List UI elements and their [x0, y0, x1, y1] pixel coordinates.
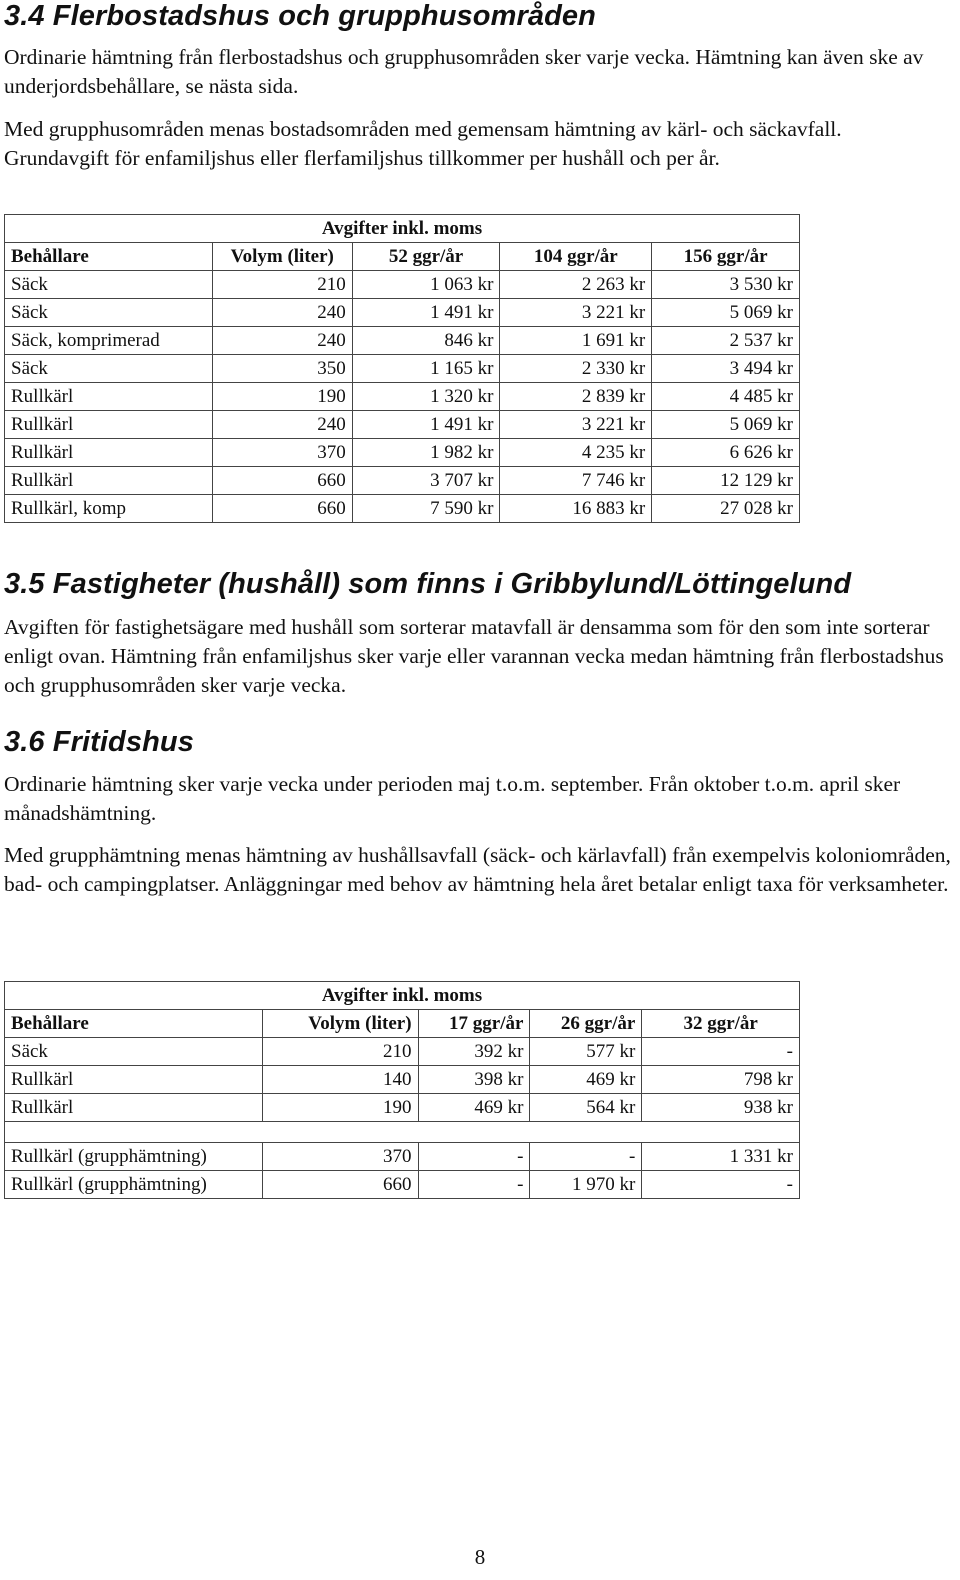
- container-name-cell: Säck: [5, 1038, 263, 1066]
- value-cell: 140: [262, 1066, 418, 1094]
- container-name-cell: Rullkärl: [5, 1066, 263, 1094]
- table-row: [5, 1171, 800, 1199]
- value-cell: 3 530 kr: [652, 271, 800, 299]
- value-cell: 210: [262, 1038, 418, 1066]
- value-cell: 2 263 kr: [500, 271, 652, 299]
- column-header: Volym (liter): [262, 1010, 418, 1038]
- value-cell: 2 839 kr: [500, 383, 652, 411]
- value-cell: 1 491 kr: [352, 411, 500, 439]
- value-cell: 7 590 kr: [352, 495, 500, 523]
- value-cell: 1 491 kr: [352, 299, 500, 327]
- value-cell: 564 kr: [530, 1094, 642, 1122]
- value-cell: 392 kr: [418, 1038, 530, 1066]
- value-cell: -: [418, 1143, 530, 1171]
- value-cell: 240: [212, 411, 352, 439]
- column-header: Behållare: [5, 243, 213, 271]
- table-body: [5, 1038, 800, 1199]
- container-name-cell: Rullkärl (grupphämtning): [5, 1171, 263, 1199]
- value-cell: 240: [212, 299, 352, 327]
- column-header: Behållare: [5, 1010, 263, 1038]
- value-cell: -: [530, 1143, 642, 1171]
- column-header: 104 ggr/år: [500, 243, 652, 271]
- section-heading-3-5: 3.5 Fastigheter (hushåll) som finns i Gribbylund/Löttingelund: [4, 568, 852, 600]
- container-name-cell: Rullkärl: [5, 439, 213, 467]
- value-cell: 370: [262, 1143, 418, 1171]
- value-cell: 398 kr: [418, 1066, 530, 1094]
- value-cell: 1 691 kr: [500, 327, 652, 355]
- value-cell: 210: [212, 271, 352, 299]
- value-cell: 798 kr: [642, 1066, 800, 1094]
- value-cell: 4 235 kr: [500, 439, 652, 467]
- value-cell: 660: [262, 1171, 418, 1199]
- value-cell: 1 063 kr: [352, 271, 500, 299]
- table-row: [5, 1066, 800, 1094]
- container-name-cell: Rullkärl: [5, 467, 213, 495]
- container-name-cell: Rullkärl: [5, 411, 213, 439]
- value-cell: -: [642, 1038, 800, 1066]
- value-cell: 190: [262, 1094, 418, 1122]
- section-heading-3-4: 3.4 Flerbostadshus och grupphusområden: [4, 0, 596, 32]
- value-cell: 469 kr: [530, 1066, 642, 1094]
- table-row: [5, 271, 800, 299]
- table-row: [5, 383, 800, 411]
- paragraph: Ordinarie hämtning från flerbostadshus och grupphusområden sker varje vecka. Hämtning kan även ske av underjordsbehållare, se nästa sida.: [4, 45, 924, 98]
- value-cell: 938 kr: [642, 1094, 800, 1122]
- value-cell: 27 028 kr: [652, 495, 800, 523]
- value-cell: 2 330 kr: [500, 355, 652, 383]
- fee-table-multifamily: [4, 214, 800, 523]
- section-heading-3-6: 3.6 Fritidshus: [4, 726, 194, 758]
- value-cell: 1 982 kr: [352, 439, 500, 467]
- value-cell: -: [642, 1171, 800, 1199]
- value-cell: 370: [212, 439, 352, 467]
- container-name-cell: Rullkärl: [5, 383, 213, 411]
- container-name-cell: Säck: [5, 355, 213, 383]
- value-cell: 1 331 kr: [642, 1143, 800, 1171]
- table-super-header-row: [5, 982, 800, 1010]
- column-header: 26 ggr/år: [530, 1010, 642, 1038]
- value-cell: -: [418, 1171, 530, 1199]
- table-row: [5, 355, 800, 383]
- paragraph: Med grupphämtning menas hämtning av hushållsavfall (säck- och kärlavfall) från exempelvis koloniområden, bad- och campingplatser. Anläggningar med behov av hämtning hela året betalar enligt taxa för verksamheter.: [4, 843, 951, 896]
- fee-table-holiday-homes: [4, 981, 800, 1199]
- column-header: 32 ggr/år: [642, 1010, 800, 1038]
- value-cell: 3 221 kr: [500, 299, 652, 327]
- value-cell: 469 kr: [418, 1094, 530, 1122]
- value-cell: 6 626 kr: [652, 439, 800, 467]
- container-name-cell: Säck: [5, 299, 213, 327]
- table-spacer-row: [5, 1122, 800, 1143]
- column-header: 156 ggr/år: [652, 243, 800, 271]
- table-body: [5, 271, 800, 523]
- value-cell: 577 kr: [530, 1038, 642, 1066]
- table-row: [5, 1094, 800, 1122]
- container-name-cell: Säck, komprimerad: [5, 327, 213, 355]
- paragraph: Med grupphusområden menas bostadsområden med gemensam hämtning av kärl- och säckavfall. Grundavgift för enfamiljshus eller flerfamiljshus tillkommer per hushåll och per år.: [4, 117, 842, 170]
- value-cell: 3 494 kr: [652, 355, 800, 383]
- container-name-cell: Säck: [5, 271, 213, 299]
- value-cell: 240: [212, 327, 352, 355]
- value-cell: 190: [212, 383, 352, 411]
- table-super-header-row: [5, 215, 800, 243]
- value-cell: 1 165 kr: [352, 355, 500, 383]
- value-cell: 350: [212, 355, 352, 383]
- column-header: 17 ggr/år: [418, 1010, 530, 1038]
- table-row: [5, 467, 800, 495]
- paragraph: Ordinarie hämtning sker varje vecka under perioden maj t.o.m. september. Från oktober t.o.m. april sker månadshämtning.: [4, 772, 901, 825]
- value-cell: 4 485 kr: [652, 383, 800, 411]
- value-cell: 3 221 kr: [500, 411, 652, 439]
- container-name-cell: Rullkärl, komp: [5, 495, 213, 523]
- value-cell: 660: [212, 495, 352, 523]
- container-name-cell: Rullkärl: [5, 1094, 263, 1122]
- column-header: 52 ggr/år: [352, 243, 500, 271]
- spacer-cell: [5, 1122, 800, 1143]
- table-super-header: Avgifter inkl. moms: [5, 982, 800, 1010]
- value-cell: 1 320 kr: [352, 383, 500, 411]
- table-row: [5, 411, 800, 439]
- value-cell: 7 746 kr: [500, 467, 652, 495]
- table-row: [5, 439, 800, 467]
- value-cell: 5 069 kr: [652, 299, 800, 327]
- table-row: [5, 327, 800, 355]
- value-cell: 16 883 kr: [500, 495, 652, 523]
- table-row: [5, 1038, 800, 1066]
- table-row: [5, 495, 800, 523]
- value-cell: 5 069 kr: [652, 411, 800, 439]
- table-super-header: Avgifter inkl. moms: [5, 215, 800, 243]
- table-header-row: [5, 243, 800, 271]
- value-cell: 846 kr: [352, 327, 500, 355]
- container-name-cell: Rullkärl (grupphämtning): [5, 1143, 263, 1171]
- page-number: 8: [474, 1545, 486, 1569]
- value-cell: 660: [212, 467, 352, 495]
- value-cell: 1 970 kr: [530, 1171, 642, 1199]
- table-row: [5, 1143, 800, 1171]
- table-row: [5, 299, 800, 327]
- table-header-row: [5, 1010, 800, 1038]
- value-cell: 2 537 kr: [652, 327, 800, 355]
- value-cell: 12 129 kr: [652, 467, 800, 495]
- value-cell: 3 707 kr: [352, 467, 500, 495]
- column-header: Volym (liter): [212, 243, 352, 271]
- paragraph: Avgiften för fastighetsägare med hushåll som sorterar matavfall är densamma som för den som inte sorterar enligt ovan. Hämtning från enfamiljshus sker varje eller varannan vecka medan hämtning från flerbostadshus och grupphusområden sker varje vecka.: [4, 615, 944, 697]
